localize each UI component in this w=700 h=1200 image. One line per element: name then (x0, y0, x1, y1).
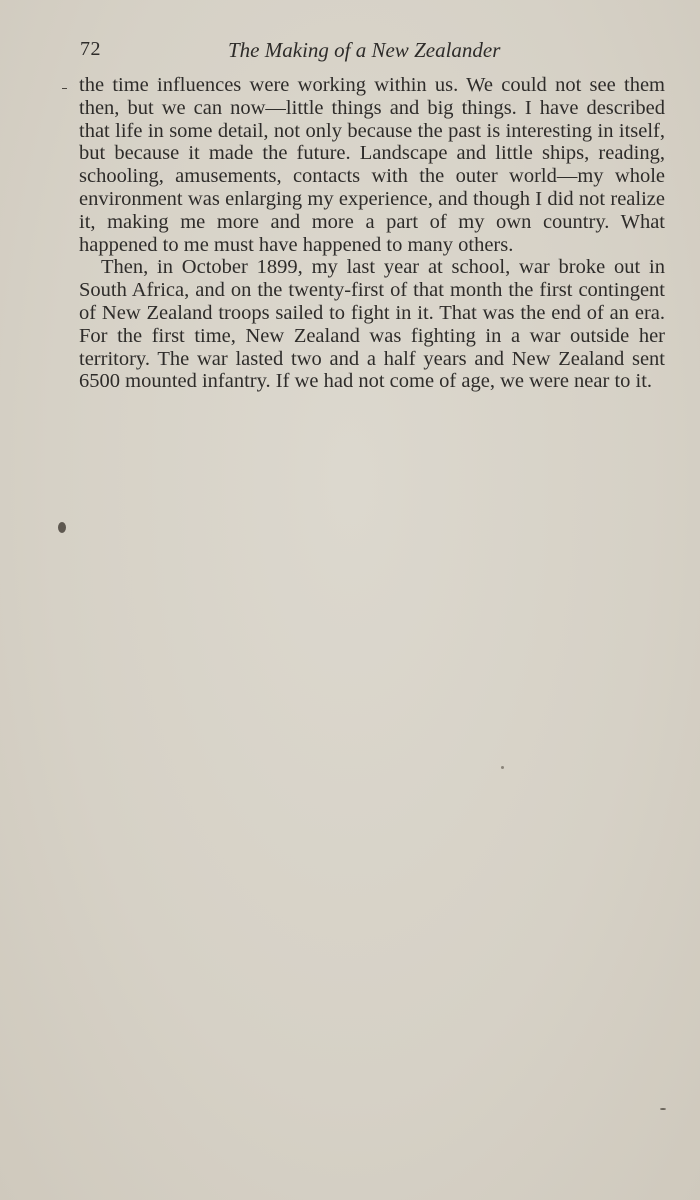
margin-mark (62, 88, 67, 89)
paragraph-boer-war: Then, in October 1899, my last year at school, war broke out in South Africa, and on the twenty-first of that month the first contingent of New Zealand troops sailed to fight in it. That was the end of an era. For the first time, New Zealand was fighting in a war outside her territory. The war lasted two and a half years and New Zealand sent 6500 mounted infantry. If we had not come of age, we were near to it. (79, 256, 665, 393)
paper-speck (660, 1108, 666, 1110)
ink-speck (58, 522, 66, 533)
body-text (79, 74, 665, 393)
running-title: The Making of a New Zealander (228, 38, 501, 62)
paper-speck (501, 766, 504, 769)
page-number: 72 (80, 38, 101, 60)
paragraph-continued: the time influences were working within us. We could not see them then, but we can now—little things and big things. I have described that life in some detail, not only because the past is interesting in itself, but because it made the future. Landscape and little ships, reading, schooling, amusements, contacts with the outer world—my whole environment was enlarging my experience, and though I did not realize it, making me more and more a part of my own country. What happened to me must have happened to many others. (79, 74, 665, 256)
page-header (80, 38, 665, 68)
